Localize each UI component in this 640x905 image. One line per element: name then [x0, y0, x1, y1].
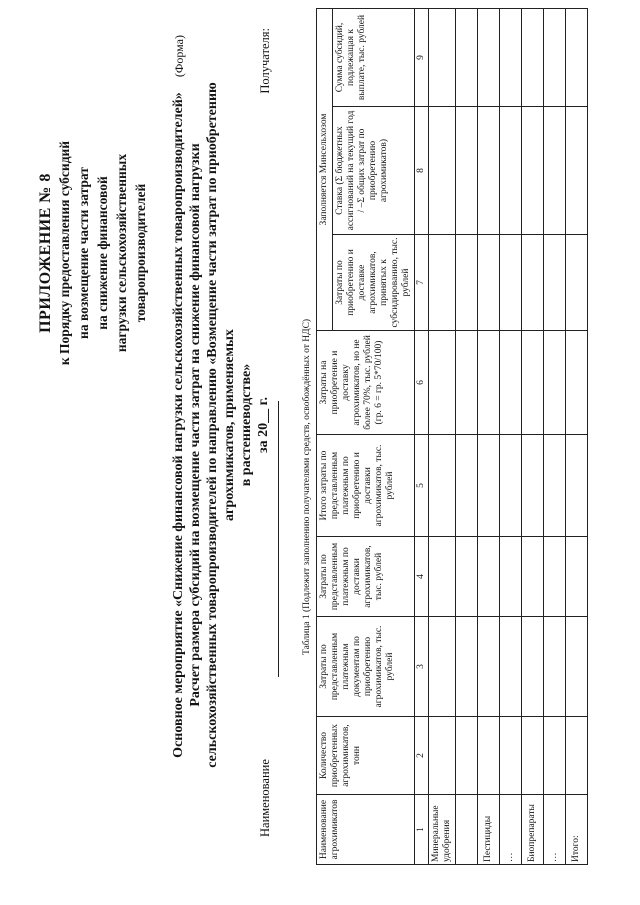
- empty-cell[interactable]: [566, 435, 588, 537]
- row-label: Минеральные удобрения: [429, 795, 456, 865]
- appendix-line: товаропроизводителей: [133, 183, 148, 323]
- table-row: [522, 9, 544, 865]
- table-row: [500, 9, 522, 865]
- appendix-line: нагрузки сельскохозяйственных: [114, 153, 129, 353]
- empty-cell[interactable]: [456, 331, 478, 435]
- empty-cell[interactable]: [522, 107, 544, 235]
- table-row: [478, 9, 500, 865]
- empty-cell[interactable]: [544, 331, 566, 435]
- empty-cell[interactable]: [566, 331, 588, 435]
- empty-cell[interactable]: [566, 107, 588, 235]
- empty-cell[interactable]: [429, 331, 456, 435]
- column-header: Итого затраты по представленным платежным по приобретению и доставки агрохимикатов, тыс. рублей: [317, 435, 415, 537]
- empty-cell[interactable]: [429, 537, 456, 617]
- empty-cell[interactable]: [544, 617, 566, 717]
- empty-cell[interactable]: [429, 717, 456, 795]
- empty-cell[interactable]: [522, 717, 544, 795]
- column-header: Затраты по представленным платежным документам по приобретению агрохимикатов, тыс. рублей: [317, 617, 415, 717]
- empty-cell[interactable]: [544, 717, 566, 795]
- empty-cell[interactable]: [544, 107, 566, 235]
- empty-cell[interactable]: [566, 537, 588, 617]
- recipient-name-label: Наименование: [258, 759, 272, 837]
- column-number: 4: [415, 537, 429, 617]
- empty-cell[interactable]: [429, 9, 456, 107]
- empty-cell[interactable]: [522, 9, 544, 107]
- column-number: 1: [415, 795, 429, 865]
- appendix-line: к Порядку предоставления субсидий: [57, 140, 72, 366]
- empty-cell[interactable]: [429, 617, 456, 717]
- column-number: 7: [415, 235, 429, 331]
- empty-cell[interactable]: [566, 235, 588, 331]
- empty-cell[interactable]: [566, 717, 588, 795]
- empty-cell[interactable]: [566, 617, 588, 717]
- row-label: Итого:: [566, 795, 588, 865]
- table-note: Таблица 1 (Подлежит заполнению получателями средств, освобождённых от НДС): [302, 318, 312, 655]
- empty-cell[interactable]: [456, 435, 478, 537]
- empty-cell[interactable]: [544, 537, 566, 617]
- column-header: Затраты на приобретение и доставку агрохимикатов, но не более 70%, тыс. рублей (гр. 6 = гр. 5*70/100): [317, 331, 415, 435]
- empty-cell[interactable]: [456, 107, 478, 235]
- empty-cell[interactable]: [500, 9, 522, 107]
- heading-line: в растениеводстве»: [239, 363, 254, 487]
- empty-cell[interactable]: [478, 435, 500, 537]
- row-label: Пестициды: [478, 795, 500, 865]
- appendix-block: [36, 58, 150, 448]
- table-row: [544, 9, 566, 865]
- column-number: 5: [415, 435, 429, 537]
- empty-cell[interactable]: [500, 331, 522, 435]
- empty-cell[interactable]: [429, 435, 456, 537]
- form-label: (Форма): [172, 35, 186, 78]
- column-number: 8: [415, 107, 429, 235]
- row-label: [456, 795, 478, 865]
- row-label: …: [544, 795, 566, 865]
- empty-cell[interactable]: [429, 235, 456, 331]
- appendix-line: на возмещение части затрат: [76, 167, 91, 339]
- empty-cell[interactable]: [544, 235, 566, 331]
- heading-line: сельскохозяйственных товаропроизводителей по направлению «Возмещение части затрат по приобретению: [205, 82, 220, 768]
- column-header: Наименование агрохимикатов: [317, 795, 415, 865]
- column-header: Затраты по представленным платежным по доставки агрохимикатов, тыс. рублей: [317, 537, 415, 617]
- column-number: 2: [415, 717, 429, 795]
- empty-cell[interactable]: [478, 9, 500, 107]
- appendix-title: ПРИЛОЖЕНИЕ № 8: [37, 173, 54, 333]
- empty-cell[interactable]: [456, 617, 478, 717]
- empty-cell[interactable]: [500, 107, 522, 235]
- heading-line: за 20__ г.: [256, 397, 271, 453]
- empty-cell[interactable]: [522, 537, 544, 617]
- column-header: Сумма субсидий, подлежащая к выплате, тыс. рублей: [333, 9, 415, 107]
- empty-cell[interactable]: [500, 717, 522, 795]
- heading-line: агрохимикатов, применяемых: [222, 329, 237, 521]
- empty-cell[interactable]: [522, 331, 544, 435]
- column-number: 6: [415, 331, 429, 435]
- empty-cell[interactable]: [522, 235, 544, 331]
- row-label: …: [500, 795, 522, 865]
- document-heading: [170, 15, 272, 835]
- table-row: [456, 9, 478, 865]
- heading-line: Расчет размера субсидий на возмещение части затрат на снижение финансовой нагрузки: [188, 143, 203, 707]
- column-header: Ставка (Σ бюджетных ассигнований на текущий год / –Σ общих затрат по приобретению агрохимикатов): [333, 107, 415, 235]
- empty-cell[interactable]: [544, 435, 566, 537]
- recipient-label: Получателя:: [258, 28, 272, 94]
- empty-cell[interactable]: [478, 107, 500, 235]
- recipient-name-underline: [278, 401, 279, 677]
- table-row: [566, 9, 588, 865]
- empty-cell[interactable]: [544, 9, 566, 107]
- empty-cell[interactable]: [478, 235, 500, 331]
- column-header: Количество приобретенных агрохимикатов, тонн: [317, 717, 415, 795]
- column-number-row: [415, 9, 429, 865]
- column-header: Затраты по приобретению и доставке агрохимикатов, принятых к субсидированию, тыс. рублей: [333, 235, 415, 331]
- empty-cell[interactable]: [429, 107, 456, 235]
- empty-cell[interactable]: [500, 435, 522, 537]
- column-number: 3: [415, 617, 429, 717]
- empty-cell[interactable]: [456, 9, 478, 107]
- table-row: [429, 9, 456, 865]
- empty-cell[interactable]: [522, 435, 544, 537]
- empty-cell[interactable]: [478, 537, 500, 617]
- appendix-line: на снижение финансовой: [95, 176, 110, 330]
- heading-line: Основное мероприятие «Снижение финансовой нагрузки сельскохозяйственных товаропроизводителей»: [171, 92, 186, 758]
- empty-cell[interactable]: [500, 537, 522, 617]
- empty-cell[interactable]: [478, 717, 500, 795]
- empty-cell[interactable]: [566, 9, 588, 107]
- empty-cell[interactable]: [500, 617, 522, 717]
- empty-cell[interactable]: [456, 537, 478, 617]
- group-header: Заполняется Минсельхозом: [317, 9, 333, 331]
- empty-cell[interactable]: [456, 235, 478, 331]
- row-label: Биопрепараты: [522, 795, 544, 865]
- empty-cell[interactable]: [500, 235, 522, 331]
- empty-cell[interactable]: [478, 617, 500, 717]
- empty-cell[interactable]: [456, 717, 478, 795]
- empty-cell[interactable]: [478, 331, 500, 435]
- column-number: 9: [415, 9, 429, 107]
- subsidy-table: [316, 8, 588, 865]
- empty-cell[interactable]: [522, 617, 544, 717]
